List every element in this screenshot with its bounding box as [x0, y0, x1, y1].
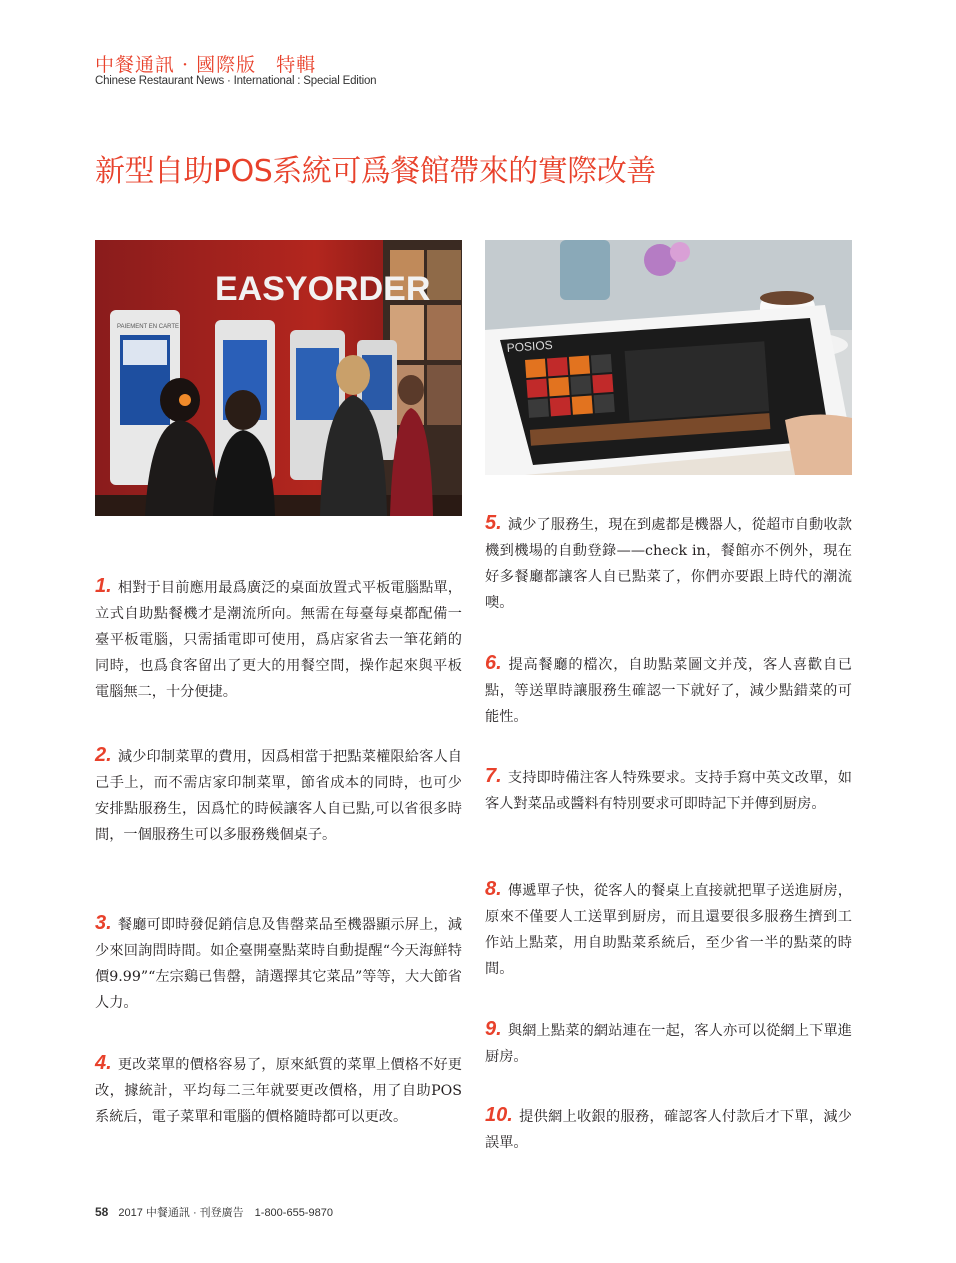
- item-number: 2.: [95, 744, 112, 766]
- list-item: [95, 1050, 462, 1130]
- page-number: 58: [95, 1205, 109, 1219]
- item-number: 5.: [485, 512, 502, 534]
- item-text: 提高餐廳的檔次，自助點菜圖文并茂，客人喜歡自已點，等送單時讓服務生確認一下就好了，減少點錯菜的可能性。: [485, 657, 852, 725]
- list-item: [485, 510, 852, 616]
- item-text: 更改菜單的價格容易了，原來紙質的菜單上價格不好更改，據統計，平均每二三年就要更改價格，用了自助POS系統后，電子菜單和電腦的價格隨時都可以更改。: [95, 1057, 462, 1125]
- item-text: 餐廳可即時發促銷信息及售罄菜品至機器顯示屏上，減少來回詢問時間。如企臺開臺點菜時自動提醒“今天海鮮特價9.99”“左宗鷄已售罄，請選擇其它菜品”等等，大大節省人力。: [95, 917, 462, 1011]
- item-number: 6.: [485, 652, 502, 674]
- tablet-photo: [485, 240, 852, 475]
- list-item: [485, 763, 852, 817]
- item-text: 減少了服務生，現在到處都是機器人，從超市自動收款機到機場的自動登錄——check in，餐館亦不例外，現在好多餐廳都讓客人自已點菜了，你們亦要跟上時代的潮流噢。: [485, 517, 852, 611]
- item-text: 與網上點菜的網站連在一起，客人亦可以從網上下單進厨房。: [485, 1023, 852, 1065]
- list-item: [95, 910, 462, 1016]
- list-item: [95, 742, 462, 848]
- item-number: 4.: [95, 1052, 112, 1074]
- pos-brand-text: POSIOS: [506, 337, 554, 355]
- item-text: 提供網上收銀的服務，確認客人付款后才下單，減少誤單。: [485, 1109, 852, 1151]
- list-item: [95, 573, 462, 705]
- item-text: 傳遞單子快，從客人的餐桌上直接就把單子送進厨房，原來不僅要人工送單到厨房，而且還要很多服務生擠到工作站上點菜，用自助點菜系統后，至少省一半的點菜的時間。: [485, 883, 852, 977]
- kiosk-photo: [95, 240, 462, 516]
- article-title: 新型自助POS系統可爲餐館帶來的實際改善: [95, 154, 656, 189]
- kiosk-label-text: PAIEMENT EN CARTE: [117, 324, 180, 330]
- list-item: [485, 650, 852, 730]
- header-english: Chinese Restaurant News · International : Special Edition: [95, 75, 377, 87]
- header-chinese: 中餐通訊 · 國際版 特輯: [95, 54, 317, 76]
- item-number: 10.: [485, 1104, 513, 1126]
- item-number: 9.: [485, 1018, 502, 1040]
- item-text: 支持即時備注客人特殊要求。支持手寫中英文改單，如客人對菜品或醬料有特別要求可即時記下并傳到厨房。: [485, 770, 852, 812]
- list-item: [485, 1102, 852, 1156]
- item-text: 相對于目前應用最爲廣泛的桌面放置式平板電腦點單，立式自助點餐機才是潮流所向。無需在每臺每桌都配備一臺平板電腦，只需插電即可使用，爲店家省去一筆花銷的同時，也爲食客留出了更大的用餐空間，操作起來與平板電腦無二，十分便捷。: [95, 580, 462, 700]
- kiosk-brand-text: EASYORDER: [215, 270, 431, 308]
- item-number: 8.: [485, 878, 502, 900]
- item-number: 7.: [485, 765, 502, 787]
- footer-text: 2017 中餐通訊 · 刊登廣告 1-800-655-9870: [118, 1207, 333, 1219]
- item-text: 減少印制菜單的費用，因爲相當于把點菜權限給客人自己手上，而不需店家印制菜單，節省成本的同時，也可少安排點服務生，因爲忙的時候讓客人自已點,可以省很多時間，一個服務生可以多服務幾個桌子。: [95, 749, 462, 843]
- list-item: [485, 876, 852, 982]
- page-footer: [95, 1204, 333, 1220]
- item-number: 3.: [95, 912, 112, 934]
- list-item: [485, 1016, 852, 1070]
- item-number: 1.: [95, 575, 112, 597]
